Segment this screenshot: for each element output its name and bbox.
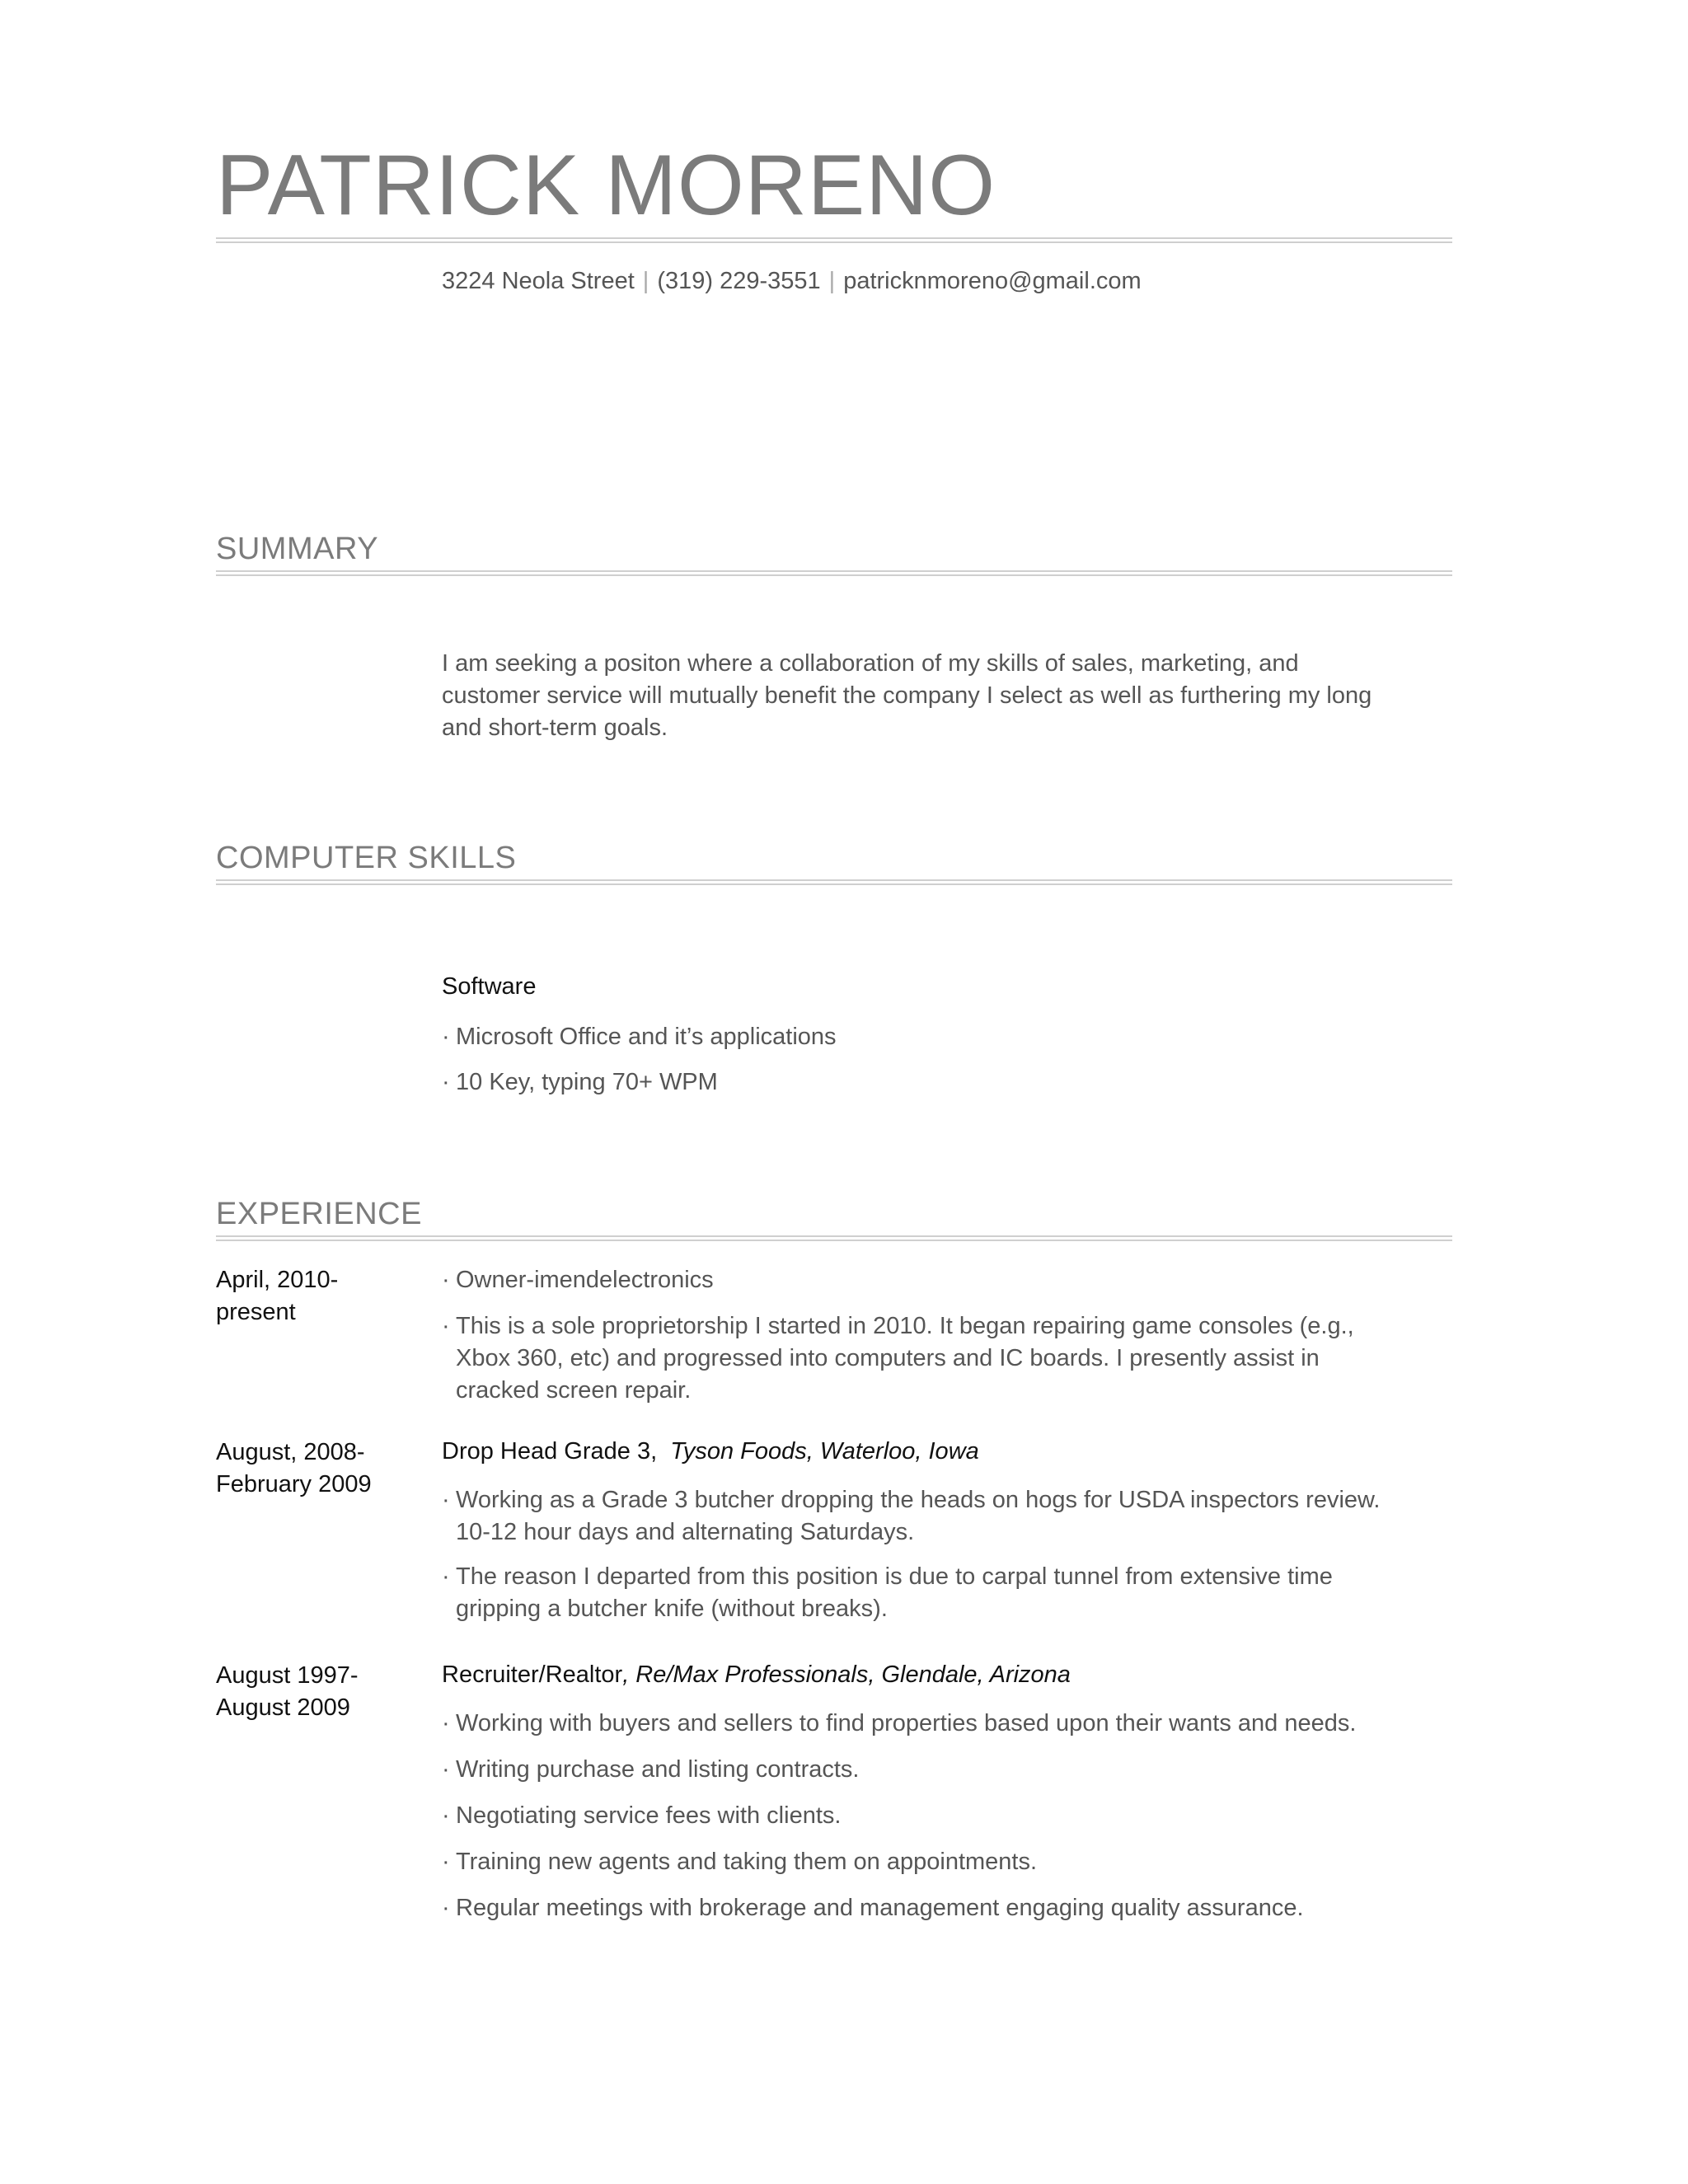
bullet-icon: · bbox=[442, 1710, 450, 1736]
contact-address: 3224 Neola Street bbox=[442, 268, 635, 294]
list-item: · Writing purchase and listing contracts. bbox=[442, 1754, 1398, 1786]
job-date: August, 2008- February 2009 bbox=[216, 1439, 372, 1497]
contact-phone: (319) 229-3551 bbox=[657, 268, 821, 294]
bullet-icon: · bbox=[442, 1849, 450, 1875]
section-title-experience: EXPERIENCE bbox=[216, 1197, 422, 1231]
list-item: · Owner-imendelectronics bbox=[442, 1264, 1398, 1296]
bullet-icon: · bbox=[442, 1802, 450, 1829]
bullet-icon: · bbox=[442, 1267, 450, 1293]
list-item: · Negotiating service fees with clients. bbox=[442, 1800, 1398, 1832]
list-item: · This is a sole proprietorship I started in 2010. It began repairing game consoles (e.g., Xbox 360, etc) and progressed into computers and IC boards. I presently assist in cracked screen repair. bbox=[442, 1310, 1398, 1407]
summary-text: I am seeking a positon where a collaboration of my skills of sales, marketing, and customer service will mutually benefit the company I select as well as furthering my long and short-term goals. bbox=[442, 650, 1372, 741]
list-item: · Working as a Grade 3 butcher dropping the heads on hogs for USDA inspectors review. 10-12 hour days and alternating Saturdays. bbox=[442, 1484, 1398, 1549]
list-item: · Regular meetings with brokerage and management engaging quality assurance. bbox=[442, 1892, 1398, 1924]
summary-divider bbox=[216, 570, 1452, 576]
section-title-summary: SUMMARY bbox=[216, 532, 379, 566]
bullet-icon: · bbox=[442, 1024, 450, 1050]
list-item: · Working with buyers and sellers to find properties based upon their wants and needs. bbox=[442, 1708, 1398, 1740]
job-date: April, 2010- present bbox=[216, 1267, 339, 1325]
job-title: Drop Head Grade 3, Tyson Foods, Waterloo, Iowa bbox=[442, 1438, 979, 1465]
list-item: · 10 Key, typing 70+ WPM bbox=[442, 1066, 1398, 1099]
list-item: · The reason I departed from this position is due to carpal tunnel from extensive time gripping a butcher knife (without breaks). bbox=[442, 1561, 1398, 1625]
bullet-icon: · bbox=[442, 1895, 450, 1921]
skills-category: Software bbox=[442, 973, 537, 1000]
job-date: August 1997- August 2009 bbox=[216, 1662, 359, 1721]
bullet-icon: · bbox=[442, 1563, 450, 1590]
job-title: Recruiter/Realtor, Re/Max Professionals, Glendale, Arizona bbox=[442, 1661, 1071, 1688]
skills-divider bbox=[216, 879, 1452, 885]
contact-separator: | bbox=[828, 268, 836, 294]
list-item: · Training new agents and taking them on appointments. bbox=[442, 1846, 1398, 1878]
header-divider bbox=[216, 237, 1452, 243]
contact-email[interactable]: patricknmoreno@gmail.com bbox=[843, 268, 1142, 294]
bullet-icon: · bbox=[442, 1313, 450, 1339]
contact-line bbox=[442, 268, 1142, 295]
bullet-icon: · bbox=[442, 1069, 450, 1095]
experience-divider bbox=[216, 1235, 1452, 1241]
resume-name: PATRICK MORENO bbox=[216, 138, 996, 233]
list-item: · Microsoft Office and it’s applications bbox=[442, 1021, 1398, 1053]
bullet-icon: · bbox=[442, 1756, 450, 1783]
bullet-icon: · bbox=[442, 1487, 450, 1513]
contact-separator: | bbox=[642, 268, 649, 294]
section-title-computer-skills: COMPUTER SKILLS bbox=[216, 841, 517, 875]
